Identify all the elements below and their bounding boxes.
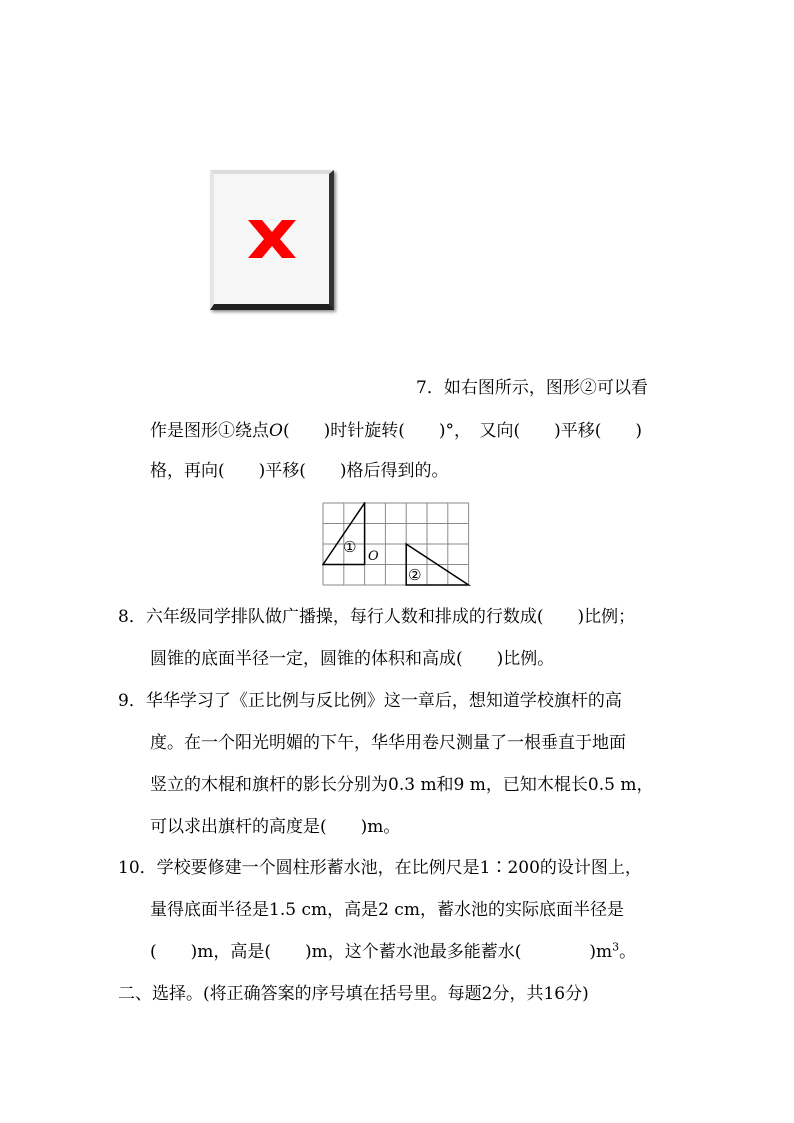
- broken-image-placeholder: [210, 170, 334, 310]
- q7-line2-text-a: 作是图形①绕点: [150, 421, 269, 441]
- q9-line1: 9．华华学习了《正比例与反比例》这一章后，想知道学校旗杆的高: [118, 691, 622, 711]
- q9-line4: 可以求出旗杆的高度是( )m。: [150, 817, 401, 837]
- q7-line3: 格，再向( )平移( )格后得到的。: [150, 461, 449, 481]
- broken-image-icon: [242, 214, 302, 264]
- q7-line1: 7．如右图所示，图形②可以看: [416, 378, 648, 398]
- q7-line2: [150, 420, 642, 442]
- q7-point-label: O: [269, 421, 283, 441]
- point-o-label: O: [368, 549, 379, 564]
- q10-line3: [150, 941, 636, 963]
- q10-line3-text-a: ( )m，高是( )m，这个蓄水池最多能蓄水( )m: [150, 942, 613, 962]
- q10-line3-text-b: 。: [619, 942, 637, 962]
- q9-line2: 度。在一个阳光明媚的下午，华华用卷尺测量了一根垂直于地面: [150, 733, 626, 753]
- q10-line1: 10．学校要修建一个圆柱形蓄水池，在比例尺是1∶200的设计图上，: [118, 858, 642, 878]
- q7-line2-text-b: ( )时针旋转( )°， 又向( )平移( ): [282, 421, 642, 441]
- q8-line1: 8．六年级同学排队做广播操，每行人数和排成的行数成( )比例；: [118, 607, 636, 627]
- shape-1-label: ①: [343, 538, 357, 556]
- section-2-heading: 二、选择。(将正确答案的序号填在括号里。每题2分，共16分): [118, 984, 589, 1004]
- shape-2-label: ②: [408, 566, 422, 584]
- q8-line2: 圆锥的底面半径一定，圆锥的体积和高成( )比例。: [150, 649, 555, 669]
- q10-line2: 量得底面半径是1.5 cm，高是2 cm，蓄水池的实际底面半径是: [150, 900, 624, 920]
- rotation-grid-figure: [322, 502, 472, 588]
- q10-cubic-exponent: 3: [612, 940, 620, 954]
- q9-line3: 竖立的木棍和旗杆的影长分别为0.3 m和9 m，已知木棍长0.5 m，: [150, 775, 654, 795]
